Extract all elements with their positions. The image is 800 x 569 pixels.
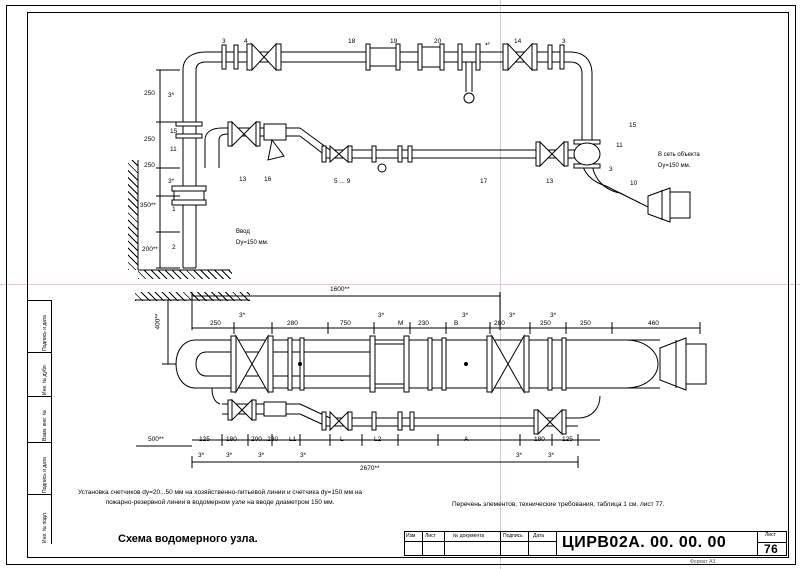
- angle-mark: 3*: [168, 178, 175, 185]
- dimension-value: 280: [287, 320, 298, 327]
- item-number: 3*: [550, 312, 557, 319]
- item-number: 11: [616, 142, 623, 149]
- title-block-divider: [757, 531, 758, 556]
- left-stamp-label: Взам. инв. №: [42, 410, 48, 441]
- outlet-label-line1: В сеть объекта: [658, 152, 700, 158]
- dimension-value: 750: [340, 320, 351, 327]
- dimension-value: L: [340, 436, 344, 443]
- title-block-divider: [556, 531, 557, 556]
- item-number: 3*: [378, 312, 385, 319]
- angle-mark: 3*: [300, 452, 307, 459]
- dimension-value: 125: [199, 436, 210, 443]
- vertical-dimension: 400**: [154, 313, 162, 330]
- item-number: 13: [239, 176, 247, 183]
- dimension-value: 200**: [142, 246, 158, 253]
- item-number: 11: [170, 146, 177, 153]
- dimension-value: 280: [494, 320, 505, 327]
- item-number: 2: [172, 244, 176, 251]
- note-left: Установка счетчиков dy=20...50 мм на хозяйственно-питьевой линии и счетчика dy=150 мм на пожарно-резервной линии в водомерном узле на вводе диаметром 150 мм.: [77, 489, 363, 506]
- item-number: ↵: [485, 41, 491, 48]
- item-number: 4: [244, 38, 248, 45]
- dimension-value: 250: [144, 162, 155, 169]
- title-block-divider: [500, 531, 501, 556]
- dimension-value: 125: [562, 436, 573, 443]
- item-number: 15: [629, 122, 637, 129]
- letter-label: В: [454, 320, 459, 327]
- angle-mark: 3*: [516, 452, 523, 459]
- sheet-number: 76: [764, 542, 779, 556]
- dimension-value: 250: [580, 320, 591, 327]
- dimension-value: 250: [540, 320, 551, 327]
- inlet-label-line2: Dy=150 мм.: [236, 240, 269, 246]
- left-stamp-label: Подпись и дата: [42, 315, 48, 351]
- item-number: 16: [264, 176, 272, 183]
- title-block-column-label: Лист: [425, 533, 436, 539]
- scheme-title: Схема водомерного узла.: [118, 533, 258, 545]
- overall-dimension-bottom: 2670**: [360, 465, 380, 472]
- item-number: 13: [546, 178, 554, 185]
- title-block-divider: [444, 531, 445, 556]
- dimension-value: L2: [374, 436, 382, 443]
- item-number: 3*: [462, 312, 469, 319]
- dimension-value: 460: [648, 320, 659, 327]
- item-number: 3: [609, 166, 613, 173]
- angle-mark: 3*: [258, 452, 265, 459]
- outlet-label-line2: Dy=150 мм.: [658, 163, 691, 169]
- title-block-column-label: Дата: [533, 533, 545, 539]
- dimension-value: 180: [226, 436, 237, 443]
- dimension-value: 200...230: [251, 436, 279, 443]
- note-right: Перечень элементов, технические требования, таблица 1 см. лист 77.: [452, 501, 665, 508]
- title-block-column-label: № документа: [453, 533, 485, 539]
- item-number: 20: [434, 38, 442, 45]
- drawing-code: ЦИРВ02А. 00. 00. 00: [562, 534, 727, 551]
- item-number: 3*: [509, 312, 516, 319]
- item-number: 3: [562, 38, 566, 45]
- title-block-column-label: Подпись: [503, 533, 523, 539]
- letter-label: М: [398, 320, 404, 327]
- inlet-label-line1: Ввод: [236, 229, 250, 235]
- angle-mark: 3*: [548, 452, 555, 459]
- overall-dimension-top: 1600**: [330, 286, 350, 293]
- left-stamp-label: Инв. № дубл.: [42, 364, 48, 395]
- dimension-value: A: [464, 436, 469, 443]
- dimension-value: 500**: [148, 436, 164, 443]
- item-number: 17: [480, 178, 488, 185]
- title-block-divider: [528, 531, 529, 556]
- angle-mark: 3*: [168, 92, 175, 99]
- dimension-value: 250: [144, 90, 155, 97]
- dimension-value: 250: [210, 320, 221, 327]
- angle-mark: 3*: [226, 452, 233, 459]
- sheet-label: Лист: [765, 532, 776, 538]
- item-number: 1: [172, 206, 176, 213]
- title-block-column-label: Изм: [406, 533, 416, 539]
- item-number: 18: [348, 38, 356, 45]
- title-block-divider: [422, 531, 423, 556]
- item-number: 15: [170, 128, 178, 135]
- title-block-divider: [404, 541, 556, 542]
- dimension-value: L1: [289, 436, 297, 443]
- item-number: 10: [630, 180, 638, 187]
- dimension-value: 250: [144, 136, 155, 143]
- item-number: 5 ... 9: [334, 178, 351, 185]
- left-stamp-label: Подпись и дата: [42, 457, 48, 493]
- format-note: Формат А3: [690, 559, 716, 565]
- dimension-value: 350**: [140, 202, 156, 209]
- dimension-value: 230: [418, 320, 429, 327]
- item-number: 19: [390, 38, 398, 45]
- dimension-value: 180: [534, 436, 545, 443]
- left-stamp-label: Инв. № подл.: [42, 511, 48, 543]
- item-number: 3*: [239, 312, 246, 319]
- item-number: 14: [514, 38, 522, 45]
- item-number: 3: [222, 38, 226, 45]
- angle-mark: 3*: [198, 452, 205, 459]
